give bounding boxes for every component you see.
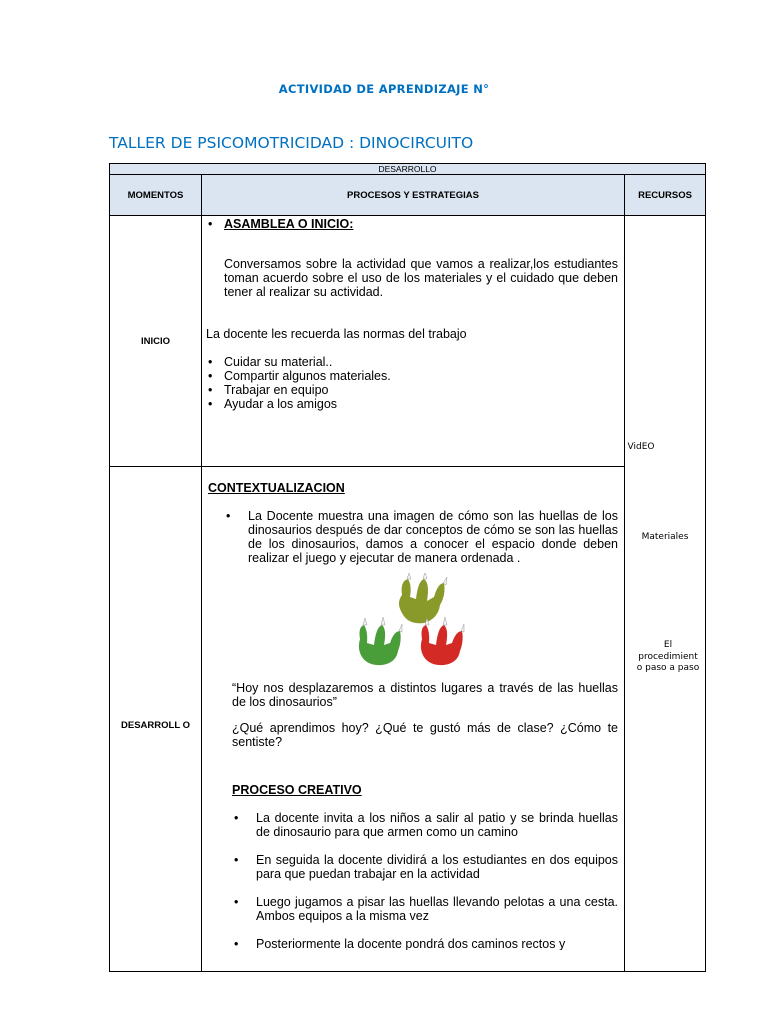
- creative-text: En seguida la docente dividirá a los estudiantes en dos equipos para que puedan trabajar en la actividad: [256, 853, 618, 881]
- norms-intro: La docente les recuerda las normas del trabajo: [206, 327, 467, 341]
- list-item: [202, 383, 618, 397]
- creative-heading: PROCESO CREATIVO: [232, 783, 362, 797]
- desarrollo-procesos: [202, 467, 625, 972]
- header-procesos: PROCESOS Y ESTRATEGIAS: [202, 175, 625, 216]
- activity-quote: “Hoy nos desplazaremos a distintos lugares a través de las huellas de los dinosaurios”: [232, 681, 618, 709]
- creative-item: [208, 937, 618, 950]
- creative-text: Posteriormente la docente pondrá dos caminos rectos y: [256, 937, 566, 950]
- footprint-olive: [399, 573, 447, 623]
- creative-item: [208, 811, 618, 839]
- asamblea-heading: ASAMBLEA O INICIO:: [224, 217, 354, 231]
- recurso-procedimiento: El procedimient o paso a paso: [636, 640, 700, 673]
- list-item: [202, 369, 618, 383]
- norms-list: [202, 355, 618, 411]
- bullet-icon: •: [226, 509, 231, 523]
- desarrollo-row: [110, 467, 706, 972]
- creative-text: Luego jugamos a pisar las huellas llevando pelotas a una cesta. Ambos equipos a la misma vez: [256, 895, 618, 923]
- reflection-questions: ¿Qué aprendimos hoy? ¿Qué te gustó más de clase? ¿Cómo te sentiste?: [232, 721, 618, 749]
- bullet-icon: •: [234, 811, 239, 825]
- footprints-icon: [208, 573, 625, 673]
- footprint-red: [421, 617, 464, 665]
- column-header-row: [110, 175, 706, 216]
- footprint-green: [359, 617, 402, 665]
- recursos-cell: [625, 216, 706, 972]
- workshop-title: TALLER DE PSICOMOTRICIDAD : DINOCIRCUITO: [109, 134, 474, 152]
- bullet-icon: •: [234, 853, 239, 867]
- bullet-icon: •: [208, 355, 213, 369]
- context-text: La Docente muestra una imagen de cómo son las huellas de los dinosaurios después de dar conceptos de cómo se son las huellas de los dinosaurios, damos a conocer el espacio donde deben realizar el juego y ejecutar de manera ordenada .: [248, 509, 618, 565]
- norm-text: Compartir algunos materiales.: [224, 369, 391, 383]
- header-recursos: RECURSOS: [625, 175, 706, 216]
- header-momentos: MOMENTOS: [110, 175, 202, 216]
- norm-text: Cuidar su material..: [224, 355, 333, 369]
- bullet-icon: •: [208, 369, 213, 383]
- list-item: [202, 355, 618, 369]
- creative-text: La docente invita a los niños a salir al patio y se brinda huellas de dinosaurio para que armen como un camino: [256, 811, 618, 839]
- bullet-icon: •: [208, 397, 213, 411]
- moment-inicio: INICIO: [110, 216, 202, 467]
- context-heading: CONTEXTUALIZACION: [208, 481, 345, 495]
- banner-row: [110, 164, 706, 175]
- recurso-materiales: Materiales: [641, 532, 689, 542]
- bullet-icon: •: [208, 383, 213, 397]
- creative-item: [208, 853, 618, 881]
- lesson-table: [109, 163, 706, 972]
- bullet-icon: •: [208, 217, 213, 231]
- norm-text: Trabajar en equipo: [224, 383, 329, 397]
- moment-desarrollo: [110, 467, 202, 972]
- document-title: ACTIVIDAD DE APRENDIZAJE N°: [278, 82, 490, 96]
- bullet-icon: •: [234, 895, 239, 909]
- bullet-icon: •: [234, 937, 239, 950]
- dinosaur-footprints-image: [208, 573, 618, 673]
- creative-item: [208, 895, 618, 923]
- context-item: [208, 509, 618, 565]
- moment-desarrollo-label: DESARROLL O: [121, 719, 190, 731]
- list-item: [202, 397, 618, 411]
- inicio-row: [110, 216, 706, 467]
- inicio-procesos: [202, 216, 625, 467]
- banner-cell: DESARROLLO: [110, 164, 706, 175]
- recurso-video: VidEO: [627, 442, 655, 452]
- asamblea-paragraph: Conversamos sobre la actividad que vamos a realizar,los estudiantes toman acuerdo sobre el uso de los materiales y el cuidado que deben tener al realizar su actividad.: [224, 257, 618, 299]
- norm-text: Ayudar a los amigos: [224, 397, 338, 411]
- asamblea-heading-item: [202, 217, 618, 231]
